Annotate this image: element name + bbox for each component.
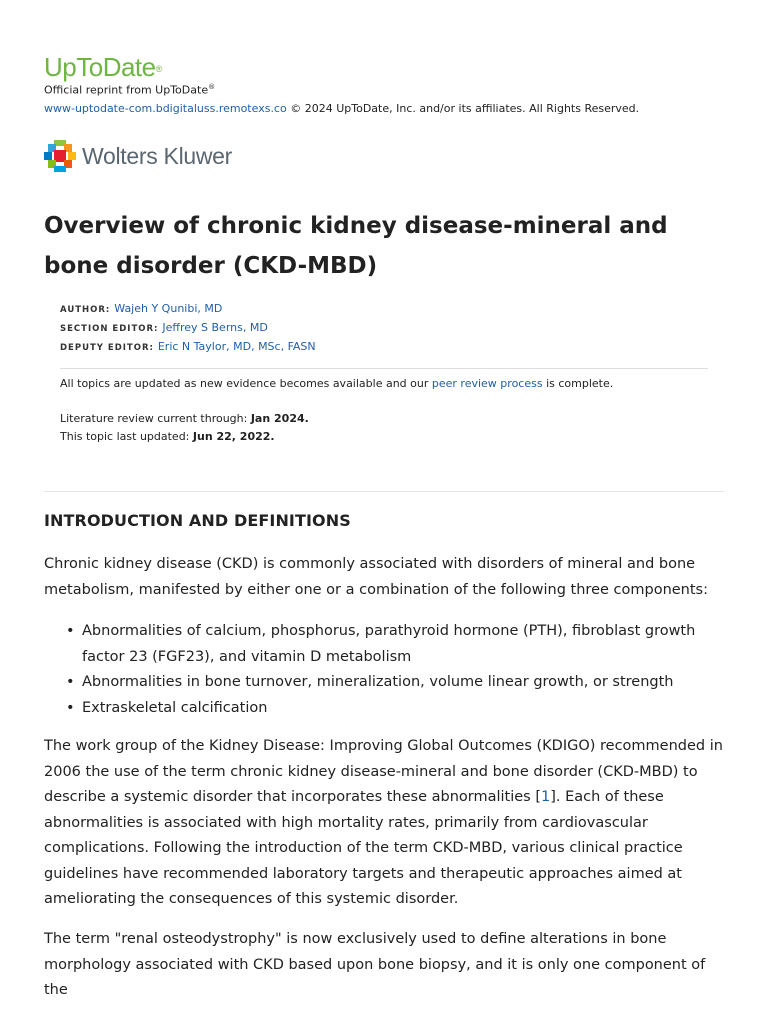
reprint-notice: Official reprint from UpToDate® <box>44 83 216 97</box>
component-list <box>44 619 724 721</box>
deputy-editor-row: DEPUTY EDITOR: Eric N Taylor, MD, MSc, FASN <box>60 340 316 353</box>
section-divider <box>44 491 724 492</box>
update-notice: All topics are updated as new evidence becomes available and our peer review process is complete. <box>60 377 614 390</box>
list-item: • Extraskeletal calcification <box>44 696 724 722</box>
paragraph-intro: Chronic kidney disease (CKD) is commonly associated with disorders of mineral and bone metabolism, manifested by either one or a combination of the following three components: <box>44 556 708 598</box>
reference-link[interactable]: 1 <box>541 789 551 805</box>
list-item: • Abnormalities of calcium, phosphorus, parathyroid hormone (PTH), fibroblast growth factor 23 (FGF23), and vitamin D metabolism <box>44 619 724 670</box>
section-editor-row: SECTION EDITOR: Jeffrey S Berns, MD <box>60 321 268 334</box>
update-dates <box>60 410 309 446</box>
author-row: AUTHOR: Wajeh Y Qunibi, MD <box>60 302 223 315</box>
uptodate-logo: UpToDate® <box>44 52 162 82</box>
section-heading: INTRODUCTION AND DEFINITIONS <box>44 511 351 530</box>
last-updated-line: This topic last updated: Jun 22, 2022. <box>60 430 275 443</box>
publisher-name: Wolters Kluwer <box>82 142 233 169</box>
section-editor-link[interactable]: Jeffrey S Berns, MD <box>162 321 268 334</box>
copyright-line: www-uptodate-com.bdigitaluss.remotexs.co © 2024 UpToDate, Inc. and/or its affiliates. All Rights Reserved. <box>44 102 640 115</box>
author-block <box>60 300 316 357</box>
divider <box>60 368 708 369</box>
publisher-logo <box>44 140 232 172</box>
site-link[interactable]: www-uptodate-com.bdigitaluss.remotexs.co <box>44 102 287 115</box>
literature-review-line: Literature review current through: Jan 2024. <box>60 412 309 425</box>
peer-review-link[interactable]: peer review process <box>431 377 543 390</box>
paragraph-osteodystrophy: The term "renal osteodystrophy" is now exclusively used to define alterations in bone morphology associated with CKD based upon bone biopsy, and it is only one component of the <box>44 931 706 998</box>
paragraph-kdigo: The work group of the Kidney Disease: Improving Global Outcomes (KDIGO) recommended in 2006 the use of the term chronic kidney disease-mineral and bone disorder (CKD-MBD) to describe a systemic disorder that incorporates these abnormalities [1]. Each of these abnormalities is associated with high mortality rates, primarily from cardiovascular complications. Following the introduction of the term CKD-MBD, various clinical practice guidelines have recommended laboratory targets and therapeutic approaches aimed at ameliorating the consequences of this systemic disorder. <box>44 738 723 907</box>
wolters-kluwer-logo-icon <box>44 140 76 172</box>
author-link[interactable]: Wajeh Y Qunibi, MD <box>114 302 223 315</box>
deputy-editor-link[interactable]: Eric N Taylor, MD, MSc, FASN <box>157 340 316 353</box>
article-title: Overview of chronic kidney disease-mineral and bone disorder (CKD-MBD) <box>44 213 668 279</box>
list-item: • Abnormalities in bone turnover, mineralization, volume linear growth, or strength <box>44 670 724 696</box>
